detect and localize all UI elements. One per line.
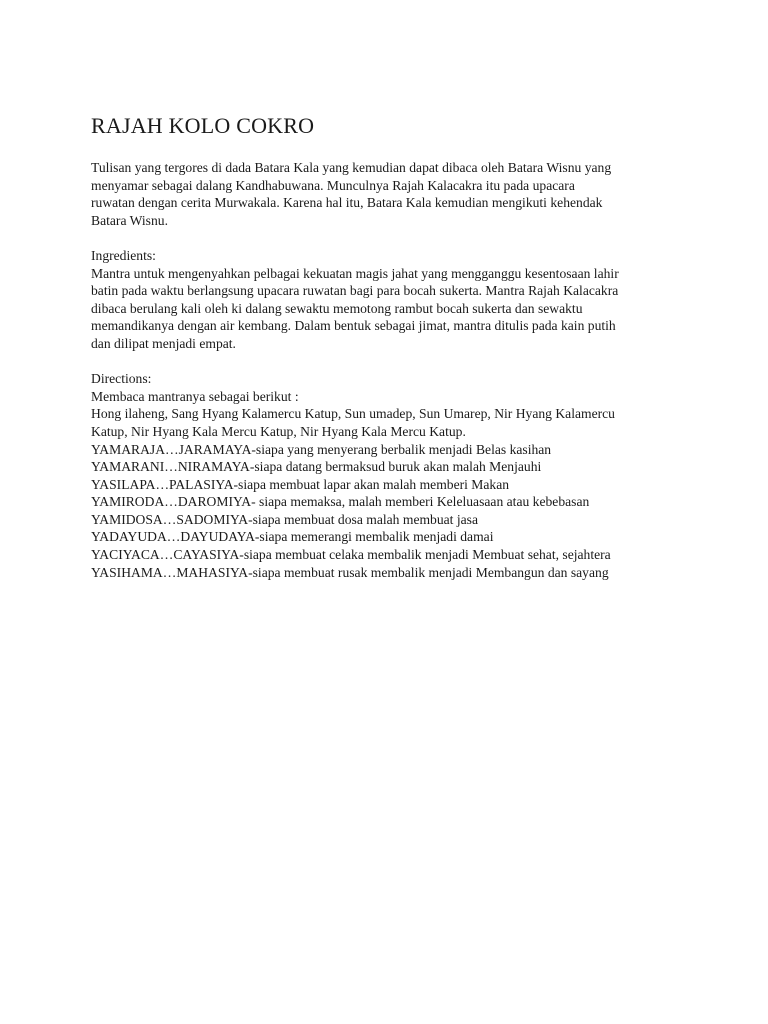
document-title: RAJAH KOLO COKRO — [91, 113, 315, 138]
directions-opening: Hong ilaheng, Sang Hyang Kalamercu Katup, Sun umadep, Sun Umarep, Nir Hyang Kalamercu Katup, Nir Hyang Kala Mercu Katup, Nir Hyang Kala Mercu Katup. — [91, 406, 615, 439]
paragraph-gap — [91, 229, 691, 247]
mantra-line: YASIHAMA…MAHASIYA-siapa membuat rusak membalik menjadi Membangun dan sayang — [91, 564, 609, 580]
ingredients-paragraph: Mantra untuk mengenyahkan pelbagai kekuatan magis jahat yang mengganggu kesentosaan lahir batin pada waktu berlangsung upacara ruwatan bagi para bocah sukerta. Mantra Rajah Kalacakra dibaca berulang kali oleh ki dalang sewaktu memotong rambut bocah sukerta dan sewaktu memandikanya dengan air kembang. Dalam bentuk sebagai jimat, mantra ditulis pada kain putih dan dilipat menjadi empat. — [91, 265, 619, 351]
paragraph-gap — [91, 353, 691, 371]
mantra-line: YAMARAJA…JARAMAYA-siapa yang menyerang berbalik menjadi Belas kasihan — [91, 441, 552, 457]
document-page — [91, 113, 691, 581]
ingredients-heading: Ingredients: — [91, 247, 156, 263]
directions-intro: Membaca mantranya sebagai berikut : — [91, 388, 299, 404]
intro-paragraph: Tulisan yang tergores di dada Batara Kala yang kemudian dapat dibaca oleh Batara Wisnu yang menyamar sebagai dalang Kandhabuwana. Munculnya Rajah Kalacakra itu pada upacara ruwatan dengan cerita Murwakala. Karena hal itu, Batara Kala kemudian mengikuti kehendak Batara Wisnu. — [91, 160, 612, 228]
mantra-list — [91, 441, 691, 582]
mantra-line: YACIYACA…CAYASIYA-siapa membuat celaka membalik menjadi Membuat sehat, sejahtera — [91, 547, 611, 563]
mantra-line: YADAYUDA…DAYUDAYA-siapa memerangi membalik menjadi damai — [91, 529, 494, 545]
directions-heading: Directions: — [91, 371, 152, 387]
mantra-line: YAMIRODA…DAROMIYA- siapa memaksa, malah memberi Keleluasaan atau kebebasan — [91, 494, 590, 510]
mantra-line: YAMIDOSA…SADOMIYA-siapa membuat dosa malah membuat jasa — [91, 511, 478, 527]
mantra-line: YAMARANI…NIRAMAYA-siapa datang bermaksud buruk akan malah Menjauhi — [91, 459, 542, 475]
mantra-line: YASILAPA…PALASIYA-siapa membuat lapar akan malah memberi Makan — [91, 476, 510, 492]
